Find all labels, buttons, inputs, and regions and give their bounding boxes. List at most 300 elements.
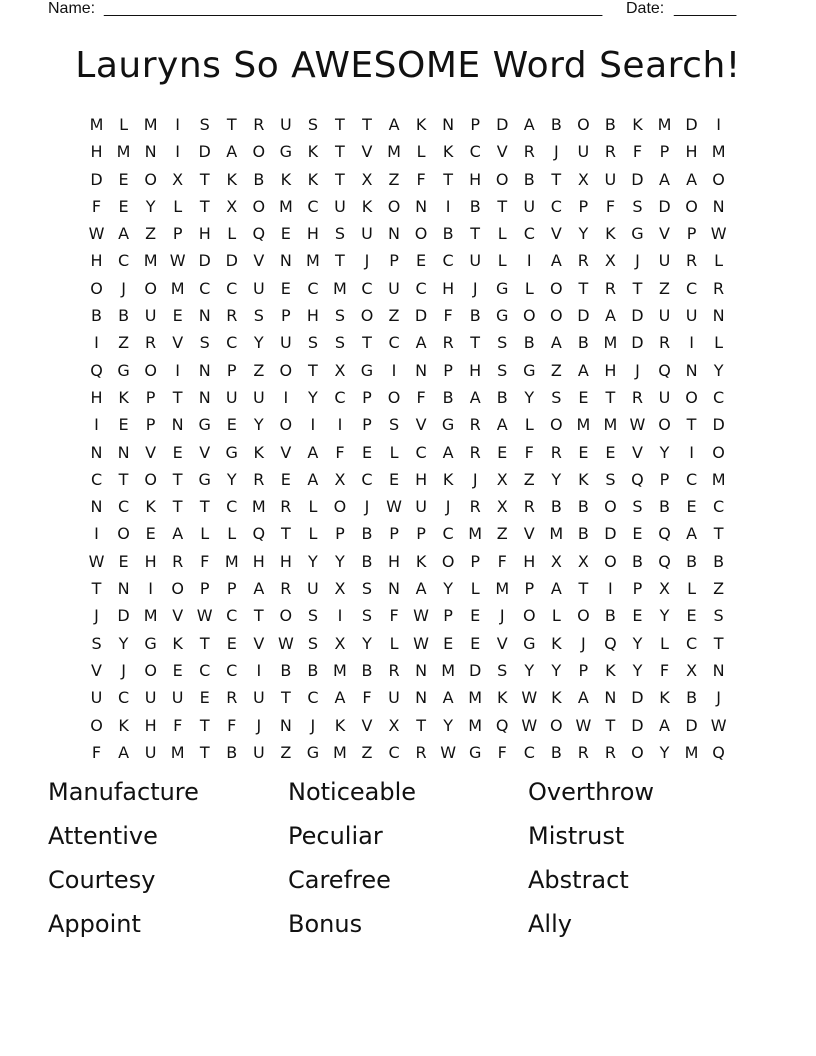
grid-letter[interactable]: K: [496, 688, 508, 708]
grid-letter[interactable]: U: [658, 306, 671, 326]
grid-letter[interactable]: T: [172, 469, 183, 489]
grid-letter[interactable]: V: [550, 224, 562, 244]
grid-letter[interactable]: D: [631, 688, 644, 708]
grid-letter[interactable]: C: [117, 251, 130, 271]
grid-letter[interactable]: H: [90, 142, 103, 162]
grid-letter[interactable]: S: [334, 333, 346, 353]
grid-letter[interactable]: Z: [280, 742, 292, 762]
grid-letter[interactable]: U: [171, 688, 184, 708]
grid-letter[interactable]: O: [685, 196, 698, 216]
grid-letter[interactable]: U: [658, 387, 671, 407]
grid-letter[interactable]: V: [631, 442, 643, 462]
grid-letter[interactable]: G: [468, 742, 482, 762]
grid-letter[interactable]: B: [469, 306, 481, 326]
grid-letter[interactable]: C: [90, 469, 103, 489]
grid-letter[interactable]: Y: [659, 606, 670, 626]
grid-letter[interactable]: C: [388, 333, 400, 353]
grid-letter[interactable]: U: [577, 142, 590, 162]
grid-letter[interactable]: F: [605, 196, 616, 216]
grid-letter[interactable]: T: [578, 278, 589, 298]
grid-letter[interactable]: Z: [388, 306, 400, 326]
grid-letter[interactable]: I: [716, 115, 721, 134]
grid-letter[interactable]: R: [577, 251, 589, 271]
grid-letter[interactable]: O: [658, 415, 671, 435]
grid-letter[interactable]: C: [334, 387, 346, 407]
grid-letter[interactable]: R: [280, 579, 292, 599]
grid-letter[interactable]: R: [253, 469, 265, 489]
grid-letter[interactable]: Y: [443, 715, 454, 735]
grid-letter[interactable]: E: [280, 224, 291, 244]
grid-letter[interactable]: T: [199, 715, 210, 735]
grid-letter[interactable]: C: [713, 387, 725, 407]
grid-letter[interactable]: E: [443, 633, 454, 653]
grid-letter[interactable]: L: [173, 196, 183, 216]
grid-letter[interactable]: O: [604, 551, 617, 571]
grid-letter[interactable]: C: [307, 196, 319, 216]
grid-letter[interactable]: O: [252, 196, 266, 216]
grid-letter[interactable]: E: [118, 169, 129, 189]
grid-letter[interactable]: L: [308, 524, 318, 544]
grid-letter[interactable]: N: [171, 415, 184, 435]
grid-letter[interactable]: X: [659, 579, 670, 599]
grid-letter[interactable]: U: [279, 333, 292, 353]
grid-letter[interactable]: G: [441, 415, 455, 435]
grid-letter[interactable]: U: [252, 742, 265, 762]
grid-letter[interactable]: T: [335, 142, 345, 162]
grid-letter[interactable]: T: [308, 360, 318, 380]
grid-letter[interactable]: Q: [604, 633, 617, 653]
grid-letter[interactable]: T: [713, 633, 724, 653]
grid-letter[interactable]: B: [361, 551, 373, 571]
grid-letter[interactable]: X: [334, 579, 346, 599]
grid-letter[interactable]: J: [581, 633, 586, 653]
grid-letter[interactable]: S: [334, 224, 346, 244]
grid-letter[interactable]: B: [226, 742, 238, 762]
grid-letter[interactable]: O: [360, 306, 374, 326]
grid-letter[interactable]: M: [576, 415, 591, 435]
grid-letter[interactable]: G: [523, 633, 536, 653]
grid-letter[interactable]: A: [442, 688, 454, 708]
grid-letter[interactable]: V: [145, 442, 157, 462]
grid-letter[interactable]: A: [550, 251, 562, 271]
grid-letter[interactable]: W: [386, 497, 402, 517]
grid-letter[interactable]: B: [713, 551, 725, 571]
grid-letter[interactable]: S: [199, 115, 210, 134]
grid-letter[interactable]: V: [199, 442, 211, 462]
grid-letter[interactable]: N: [279, 251, 292, 271]
grid-letter[interactable]: U: [252, 688, 265, 708]
grid-letter[interactable]: O: [144, 169, 157, 189]
grid-letter[interactable]: G: [198, 469, 211, 489]
grid-letter[interactable]: Z: [496, 524, 508, 544]
grid-letter[interactable]: P: [389, 524, 399, 544]
grid-letter[interactable]: C: [685, 633, 698, 653]
grid-letter[interactable]: I: [94, 333, 99, 353]
grid-letter[interactable]: P: [659, 469, 670, 489]
grid-letter[interactable]: H: [469, 169, 482, 189]
grid-letter[interactable]: T: [172, 387, 183, 407]
grid-letter[interactable]: L: [389, 442, 399, 462]
grid-letter[interactable]: Z: [361, 742, 373, 762]
grid-letter[interactable]: E: [172, 306, 183, 326]
grid-letter[interactable]: N: [198, 387, 211, 407]
grid-letter[interactable]: F: [659, 660, 670, 680]
grid-letter[interactable]: S: [497, 360, 508, 380]
grid-letter[interactable]: M: [468, 524, 483, 544]
grid-letter[interactable]: P: [145, 415, 156, 435]
grid-letter[interactable]: U: [415, 497, 427, 517]
grid-letter[interactable]: D: [712, 415, 725, 435]
grid-letter[interactable]: H: [252, 551, 265, 571]
grid-letter[interactable]: V: [172, 606, 184, 626]
grid-letter[interactable]: G: [496, 306, 509, 326]
grid-letter[interactable]: Y: [632, 660, 643, 680]
grid-letter[interactable]: L: [524, 415, 534, 435]
grid-letter[interactable]: K: [145, 497, 156, 517]
grid-letter[interactable]: L: [714, 251, 724, 271]
grid-letter[interactable]: O: [387, 196, 401, 216]
grid-letter[interactable]: K: [334, 715, 346, 735]
grid-letter[interactable]: F: [335, 442, 345, 462]
grid-letter[interactable]: Y: [308, 387, 318, 407]
grid-letter[interactable]: V: [172, 333, 184, 353]
grid-letter[interactable]: M: [441, 660, 456, 680]
grid-letter[interactable]: B: [469, 196, 481, 216]
grid-letter[interactable]: D: [117, 606, 130, 626]
grid-letter[interactable]: M: [549, 524, 564, 544]
grid-letter[interactable]: R: [442, 333, 454, 353]
grid-letter[interactable]: O: [144, 278, 157, 298]
grid-letter[interactable]: S: [551, 387, 562, 407]
grid-letter[interactable]: H: [198, 224, 211, 244]
grid-letter[interactable]: E: [226, 415, 237, 435]
grid-letter[interactable]: E: [361, 442, 373, 462]
grid-letter[interactable]: B: [361, 524, 373, 544]
grid-letter[interactable]: J: [364, 497, 370, 517]
grid-letter[interactable]: C: [550, 196, 562, 216]
grid-letter[interactable]: H: [144, 551, 157, 571]
grid-letter[interactable]: H: [279, 551, 292, 571]
grid-letter[interactable]: S: [497, 333, 508, 353]
grid-letter[interactable]: V: [361, 715, 373, 735]
grid-letter[interactable]: Y: [551, 469, 562, 489]
grid-letter[interactable]: Z: [713, 579, 725, 599]
grid-letter[interactable]: H: [415, 469, 428, 489]
grid-letter[interactable]: D: [658, 196, 671, 216]
grid-letter[interactable]: T: [362, 115, 372, 134]
grid-letter[interactable]: A: [659, 715, 670, 735]
grid-letter[interactable]: S: [605, 469, 616, 489]
grid-letter[interactable]: M: [89, 115, 104, 134]
grid-letter[interactable]: C: [199, 278, 211, 298]
grid-letter[interactable]: P: [145, 387, 156, 407]
grid-letter[interactable]: P: [659, 142, 670, 162]
grid-letter[interactable]: Z: [523, 469, 535, 489]
grid-letter[interactable]: O: [550, 306, 563, 326]
grid-letter[interactable]: A: [550, 333, 562, 353]
grid-letter[interactable]: N: [388, 579, 401, 599]
grid-letter[interactable]: J: [499, 606, 505, 626]
grid-letter[interactable]: Z: [253, 360, 265, 380]
grid-letter[interactable]: W: [629, 415, 646, 435]
grid-letter[interactable]: T: [605, 715, 616, 735]
grid-letter[interactable]: N: [279, 715, 292, 735]
grid-letter[interactable]: F: [416, 169, 426, 189]
grid-letter[interactable]: C: [469, 142, 481, 162]
grid-letter[interactable]: V: [253, 251, 265, 271]
grid-letter[interactable]: R: [415, 742, 427, 762]
grid-letter[interactable]: P: [470, 115, 480, 134]
grid-letter[interactable]: Q: [631, 469, 644, 489]
grid-letter[interactable]: X: [361, 169, 373, 189]
grid-letter[interactable]: A: [577, 360, 589, 380]
grid-letter[interactable]: C: [226, 660, 238, 680]
grid-letter[interactable]: Z: [388, 169, 400, 189]
grid-letter[interactable]: J: [310, 715, 316, 735]
grid-letter[interactable]: N: [685, 360, 698, 380]
grid-letter[interactable]: R: [226, 306, 238, 326]
grid-letter[interactable]: M: [143, 251, 158, 271]
grid-letter[interactable]: E: [686, 497, 697, 517]
grid-letter[interactable]: H: [306, 306, 319, 326]
grid-letter[interactable]: V: [496, 633, 508, 653]
grid-letter[interactable]: Y: [524, 387, 535, 407]
grid-letter[interactable]: D: [414, 306, 428, 326]
grid-letter[interactable]: C: [226, 333, 238, 353]
grid-letter[interactable]: P: [226, 579, 237, 599]
grid-letter[interactable]: C: [307, 278, 319, 298]
grid-letter[interactable]: W: [196, 606, 213, 626]
grid-letter[interactable]: L: [714, 333, 724, 353]
grid-letter[interactable]: E: [578, 442, 589, 462]
grid-letter[interactable]: M: [711, 142, 726, 162]
grid-letter[interactable]: U: [144, 688, 157, 708]
grid-letter[interactable]: L: [308, 497, 318, 517]
grid-letter[interactable]: Q: [90, 360, 103, 380]
grid-letter[interactable]: T: [118, 469, 129, 489]
grid-letter[interactable]: K: [442, 142, 454, 162]
grid-letter[interactable]: Q: [658, 360, 671, 380]
grid-letter[interactable]: P: [416, 524, 426, 544]
grid-letter[interactable]: B: [496, 387, 508, 407]
grid-letter[interactable]: I: [175, 142, 181, 162]
grid-letter[interactable]: S: [91, 633, 102, 653]
grid-letter[interactable]: D: [198, 251, 211, 271]
grid-letter[interactable]: E: [280, 469, 291, 489]
grid-letter[interactable]: R: [388, 660, 400, 680]
grid-letter[interactable]: R: [658, 333, 671, 353]
grid-letter[interactable]: T: [551, 169, 562, 189]
grid-letter[interactable]: N: [117, 442, 130, 462]
grid-letter[interactable]: C: [361, 278, 373, 298]
grid-letter[interactable]: R: [280, 497, 292, 517]
grid-letter[interactable]: C: [415, 278, 427, 298]
grid-letter[interactable]: V: [523, 524, 535, 544]
grid-letter[interactable]: F: [389, 606, 399, 626]
grid-letter[interactable]: Y: [145, 196, 156, 216]
grid-letter[interactable]: O: [90, 715, 103, 735]
grid-letter[interactable]: A: [442, 442, 454, 462]
grid-letter[interactable]: V: [659, 224, 670, 244]
grid-letter[interactable]: O: [279, 606, 293, 626]
grid-letter[interactable]: P: [443, 606, 453, 626]
grid-letter[interactable]: T: [199, 742, 210, 762]
grid-letter[interactable]: M: [143, 115, 158, 134]
grid-letter[interactable]: H: [523, 551, 536, 571]
grid-letter[interactable]: K: [307, 142, 319, 162]
grid-letter[interactable]: B: [442, 224, 454, 244]
grid-letter[interactable]: K: [172, 633, 183, 653]
grid-letter[interactable]: X: [496, 497, 508, 517]
grid-letter[interactable]: R: [172, 551, 184, 571]
grid-letter[interactable]: N: [415, 196, 428, 216]
grid-letter[interactable]: H: [306, 224, 319, 244]
grid-letter[interactable]: O: [90, 278, 103, 298]
grid-letter[interactable]: Y: [659, 742, 670, 762]
grid-letter[interactable]: L: [497, 251, 507, 271]
grid-letter[interactable]: M: [387, 142, 401, 162]
grid-letter[interactable]: K: [361, 196, 373, 216]
grid-letter[interactable]: J: [635, 360, 640, 380]
grid-letter[interactable]: J: [364, 251, 370, 271]
grid-letter[interactable]: T: [199, 633, 210, 653]
grid-letter[interactable]: W: [88, 224, 105, 244]
grid-letter[interactable]: N: [415, 688, 428, 708]
grid-letter[interactable]: O: [144, 660, 157, 680]
grid-letter[interactable]: T: [632, 278, 643, 298]
grid-letter[interactable]: C: [685, 278, 698, 298]
grid-letter[interactable]: T: [253, 606, 264, 626]
grid-letter[interactable]: O: [550, 715, 563, 735]
grid-letter[interactable]: L: [119, 115, 129, 134]
grid-letter[interactable]: L: [497, 224, 507, 244]
grid-letter[interactable]: D: [604, 524, 617, 544]
grid-letter[interactable]: E: [118, 196, 129, 216]
grid-letter[interactable]: N: [90, 442, 103, 462]
grid-letter[interactable]: Y: [632, 633, 643, 653]
grid-letter[interactable]: G: [198, 415, 211, 435]
grid-letter[interactable]: Q: [712, 742, 725, 762]
grid-letter[interactable]: C: [523, 224, 535, 244]
grid-letter[interactable]: E: [605, 442, 616, 462]
grid-letter[interactable]: Y: [443, 579, 454, 599]
grid-letter[interactable]: B: [253, 169, 265, 189]
grid-letter[interactable]: M: [116, 142, 131, 162]
grid-letter[interactable]: T: [199, 196, 210, 216]
grid-letter[interactable]: J: [635, 251, 640, 271]
grid-letter[interactable]: M: [333, 278, 347, 298]
grid-letter[interactable]: I: [94, 524, 99, 544]
grid-letter[interactable]: S: [307, 333, 318, 353]
grid-letter[interactable]: R: [631, 387, 644, 407]
grid-letter[interactable]: E: [470, 633, 481, 653]
grid-letter[interactable]: U: [388, 688, 400, 708]
grid-letter[interactable]: N: [198, 306, 211, 326]
grid-letter[interactable]: S: [361, 579, 373, 599]
grid-letter[interactable]: K: [632, 115, 643, 134]
grid-letter[interactable]: R: [469, 442, 481, 462]
grid-letter[interactable]: N: [388, 224, 401, 244]
grid-letter[interactable]: O: [522, 306, 536, 326]
grid-letter[interactable]: T: [443, 169, 454, 189]
grid-letter[interactable]: P: [632, 579, 643, 599]
grid-letter[interactable]: W: [413, 633, 429, 653]
grid-letter[interactable]: A: [118, 742, 130, 762]
grid-letter[interactable]: C: [226, 278, 238, 298]
grid-letter[interactable]: D: [90, 169, 103, 189]
grid-letter[interactable]: B: [659, 497, 670, 517]
grid-letter[interactable]: M: [603, 415, 618, 435]
grid-letter[interactable]: C: [685, 469, 698, 489]
grid-letter[interactable]: I: [608, 579, 613, 599]
grid-letter[interactable]: K: [415, 551, 427, 571]
grid-letter[interactable]: O: [522, 606, 536, 626]
grid-letter[interactable]: F: [91, 196, 102, 216]
grid-letter[interactable]: O: [604, 497, 617, 517]
grid-letter[interactable]: T: [416, 715, 426, 735]
grid-letter[interactable]: U: [685, 306, 698, 326]
grid-letter[interactable]: K: [415, 115, 427, 134]
grid-letter[interactable]: P: [281, 306, 291, 326]
grid-letter[interactable]: I: [391, 360, 397, 380]
grid-letter[interactable]: X: [334, 360, 346, 380]
grid-letter[interactable]: A: [388, 115, 400, 134]
grid-letter[interactable]: I: [337, 606, 343, 626]
grid-letter[interactable]: Y: [335, 551, 345, 571]
grid-letter[interactable]: U: [604, 169, 617, 189]
grid-letter[interactable]: T: [497, 196, 508, 216]
grid-letter[interactable]: P: [578, 660, 589, 680]
grid-letter[interactable]: Y: [713, 360, 724, 380]
grid-letter[interactable]: B: [523, 333, 535, 353]
grid-letter[interactable]: U: [225, 387, 238, 407]
grid-letter[interactable]: F: [173, 715, 183, 735]
grid-letter[interactable]: R: [145, 333, 157, 353]
grid-letter[interactable]: O: [144, 469, 157, 489]
grid-letter[interactable]: G: [144, 633, 157, 653]
grid-letter[interactable]: O: [414, 224, 428, 244]
grid-letter[interactable]: W: [521, 688, 538, 708]
grid-letter[interactable]: J: [121, 660, 126, 680]
grid-letter[interactable]: R: [550, 442, 562, 462]
grid-letter[interactable]: S: [307, 633, 318, 653]
grid-letter[interactable]: O: [631, 742, 644, 762]
grid-letter[interactable]: A: [659, 169, 670, 189]
grid-letter[interactable]: U: [523, 196, 536, 216]
grid-letter[interactable]: S: [632, 196, 643, 216]
grid-letter[interactable]: X: [334, 469, 346, 489]
grid-letter[interactable]: V: [91, 660, 102, 680]
grid-letter[interactable]: D: [685, 715, 698, 735]
grid-letter[interactable]: K: [118, 387, 129, 407]
grid-letter[interactable]: V: [415, 415, 427, 435]
grid-letter[interactable]: J: [445, 497, 451, 517]
grid-letter[interactable]: Y: [253, 415, 264, 435]
name-blank-line[interactable]: ________________________________________________________: [104, 0, 603, 17]
grid-letter[interactable]: M: [468, 715, 483, 735]
grid-letter[interactable]: O: [441, 551, 455, 571]
grid-letter[interactable]: U: [469, 251, 482, 271]
grid-letter[interactable]: E: [172, 442, 183, 462]
grid-letter[interactable]: F: [524, 442, 534, 462]
grid-letter[interactable]: P: [470, 551, 480, 571]
grid-letter[interactable]: Y: [551, 660, 562, 680]
grid-letter[interactable]: E: [470, 606, 481, 626]
grid-letter[interactable]: A: [604, 306, 616, 326]
grid-letter[interactable]: V: [253, 633, 265, 653]
grid-letter[interactable]: E: [632, 524, 643, 544]
grid-letter[interactable]: K: [659, 688, 670, 708]
